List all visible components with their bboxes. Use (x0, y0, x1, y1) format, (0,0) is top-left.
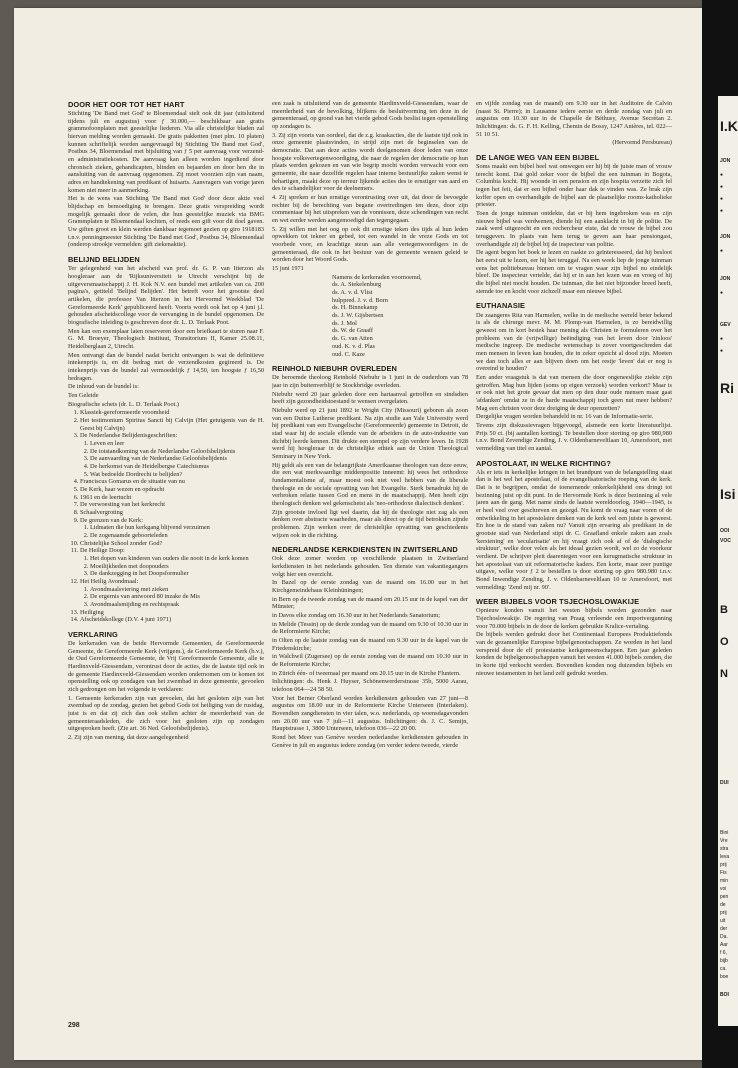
contents-item (80, 478, 264, 486)
contents-subitem: 4. De herkomst van de Heidelbergse Catechismus (90, 463, 264, 471)
adjacent-page-fragment: uit (720, 918, 726, 924)
article-paragraph: De bijbels werden gedrukt door het Continentaal Europees Produktiefonds van de gezamenlijke Europese bijbelgenootschappen. Ze worden in het land verspreid door de elf protestantse kerkgemeenschappen. Een jaar geleden konden de bijbelgenootschappen vanuit het westen 41.000 bijbels zenden, die in korte tijd verkocht werden. Bovendien konden nog duizenden bijbels en nieuwe testamenten in het land zelf gedrukt worden. (476, 631, 672, 677)
contents-item (80, 486, 264, 494)
article-paragraph: 5. Zij willen met het oog op ook dit ernstige teken des tijds al hun leden opwekken tot tekeer en gebed, tot een wandel in de vreze Gods en tot voorbede voor, en krachtige steun aan alle vertegenwoordigers in de gemeenteraad, die ook in het bestuur van de gemeente wensen geleid te worden door het Woord Gods. (272, 225, 468, 264)
article-paragraph: Rond het Meer van Genève worden nederlandse kerkdiensten gehouden in Genève in juli en augustus iedere zondag (en verder iedere tweede, vierde (272, 734, 468, 749)
contents-item (80, 432, 264, 478)
contents-subitem: 1. Het dopen van kinderen van ouders die nooit in de kerk komen (90, 555, 264, 563)
article-paragraph: Dergelijke vragen worden behandeld in nr. 16 van de Informatie-serie. (476, 413, 654, 421)
article-paragraph: Opnieuw konden vanuit het westen bijbels worden gezonden naar Tsjechoslowakije. De regering van Praag verleende een importvergunning voor 70.000 bijbels in de door de kerken gebruikte Kralice-vertaling. (476, 607, 672, 630)
contents-item-title: De Heilige Doop: (80, 547, 125, 555)
article-paragraph: Soms maakt een bijbel heel wat omwegen eer hij bij de juiste man of vrouw terecht komt. Dat gold zeker voor de bijbel die een tuinman in Bogota, Columbia kocht. Hij woonde in een pension en zijn hospita verzette zich fel tegen het feit, dat er een bijbel onder haar dak te vinden was. Ze brak zijn koffer open en overhandigde de bijbel aan de plaatselijke rooms-katholieke priester. (476, 163, 672, 209)
contents-item (80, 609, 264, 617)
article-heading: WEER BIJBELS VOOR TSJECHOSLOWAKIJE (476, 597, 640, 607)
contents-item-title: De grenzen van de Kerk: (80, 516, 143, 524)
contents-sublist (80, 586, 264, 609)
signatory-name: ds. G. van Atten (332, 335, 373, 343)
column-middle (272, 100, 468, 988)
article-heading: NEDERLANDSE KERKDIENSTEN IN ZWITSERLAND (272, 545, 458, 555)
article-paragraph: De inhoud van de bundel is: (68, 383, 139, 391)
adjacent-page-fragment: der (720, 926, 728, 932)
article-paragraph: Hij geldt als een van de belangrijkste Amerikaanse theologen van deze eeuw, die een wat merkwaardige middenpositie inneemt: hij wees het orthodoxe fundamentalisme af, maar moest ook niet veel hebben van de liberale theologie en de sociale opvatting van het Evangelie. Sterk benadrukt hij de verbroken relatie tussen God en mens in de maatschappij. Men heeft zijn theologisch denken wel gekenschetst als 'neo-orthodoxe dialectisch denken'. (272, 461, 468, 507)
article-paragraph: 1. Gemeente kerkeraden zijn van gevoelen, dat het gesloten zijn van het zwembad op de zondag, gezien het gebod Gods tot heiliging van de rustdag, juist is en dat zij zich dan ook stellen achter de meerderheid van de gemeenteraadsleden, die zich voor het gesloten zijn op zondagen uitgesproken heeft. (Zie art. 36 Ned. Geloofsbelijdenis). (68, 694, 264, 733)
adjacent-page-fragment: de (720, 902, 726, 908)
article-paragraph: Een ander vraagstuk is dat van mensen die door ongeneeslijke ziekte zijn getroffen. Mag hun lijden (soms op eigen verzoek) worden verkort? Maar is er ook niet het grote gevaar dat men op den duur oude mensen maar gaat 'afdanken' omdat ze in de harde maatschappij toch geen nut meer hebben? Mag een christen voor deze dreiging de deur openzetten? (476, 373, 672, 412)
adjacent-page-fragment: ● (720, 248, 724, 254)
column-left (68, 100, 264, 988)
contents-list (68, 409, 264, 624)
article-paragraph: en vijfde zondag van de maand) om 9.30 uur in het Auditoire de Calvin (naast St. Pierre); in Lausanne iedere eerste en derde zondag van juli en augustus om 10.30 uur in de Chapelle de Béthusy, Avenue Secrétan 2. Inlichtingen: ds. G. F. H. Kelling, Chemin de Bossy, 1247 Anières, tel. 022—51 10 51. (476, 100, 672, 138)
contents-subitem: 1. Avondmaalsviering met zieken (90, 586, 264, 594)
adjacent-page-fragment: prij (720, 910, 727, 916)
signatory-name: ds. W. de Graaff (332, 327, 373, 335)
article-paragraph: 4. Zij spreken er hun ernstige verontrusting over uit, dat door de bevoegde rechter bij de berechting van begane overtredingen ten deze, door zijn commentaar bij het uitspreken van de vonnissen, deze schendingen van recht en wet eerder werden aangemoedigd dan tegengegaan. (272, 194, 468, 225)
adjacent-page-fragment: B (720, 604, 728, 616)
article-paragraph: De beroemde theoloog Reinhold Niebuhr is 1 juni in de ouderdom van 78 jaar in zijn buitenverblijf te Stockbridge overleden. (272, 374, 468, 389)
contents-item (80, 616, 264, 624)
adjacent-page-fragment: JON (720, 276, 731, 282)
article-heading: APOSTOLAAT, IN WELKE RICHTING? (476, 458, 611, 468)
adjacent-page-fragment: ● (720, 196, 724, 202)
article-paragraph: in Melide (Tessin) op de derde zondag van de maand om 9.30 of 10.30 uur in de Reformierte Kirche; (272, 620, 468, 636)
article-heading: BELIJND BELIJDEN (68, 255, 140, 265)
contents-subitem: 1. Lidmaten die hun kerkgang blijvend verzuimen (90, 524, 264, 532)
contents-item-title: Klassiek-gereformeerde vroomheid (80, 409, 170, 417)
article-paragraph: in Walchwil (Zugersee) op de eerste zondag van de maand om 10.30 uur in de Reformierte Kirche; (272, 653, 468, 669)
article-paragraph: Stichting 'De Band met God' te Bloemendaal stelt ook dit jaar (uitsluitend tijdens juli en augustus) voor ƒ 30.000,— beschikbaar aan gratis grammofoonplaten met geestelijke liederen. Via alle christelijke bladen zal hiervan melding worden gemaakt. De gratis pakketten (met plm. 10 platen) kunnen schriftelijk worden aangevraagd bij Stichting 'De Band met God', Postbus 34, Bloemendaal met bijsluiting van ƒ 5 per aanvraag voor verzend- en administratiekosten. De aanvraag kan alleen worden ingediend door chronisch zieken, gehandicapten, blinden en bejaarden en door hen die in aansluiting van de aanvraag opgenomen. Zij moet voorzien zijn van naam, adres en handtekening van predikant of huisarts. Aanvragers van vorige jaren komen niet meer in aanmerking. (68, 110, 264, 194)
article-paragraph: Het is de wens van Stichting 'De Band met God' door deze aktie veel blijdschap en bemoediging te brengen. Deze gratis verspreiding wordt mogelijk gemaakt door de velen, die hun geestelijke muziek via BMG Grammplaten te Bloemendaal kochten, of reeds een gift voor dit doel gaven. Uw giften groot en klein werden dankbaar tegemoet gezien op giro 1918183 t.n.v. penningmeester Stichting 'De Band met God', Postbus 34, Bloemendaal (onderop strookje vermelden: gift ziekenaktie). (68, 195, 264, 249)
adjacent-page-fragment: bijb (720, 958, 728, 964)
contents-item-title: Christelijke School zonder God? (80, 539, 163, 547)
page-number: 298 (68, 1022, 80, 1029)
contents-item-title: Afscheidskollege (D.V. 4 juni 1971) (80, 616, 172, 624)
contents-subitem: 2. Moeilijkheden met doopouders (90, 563, 264, 571)
adjacent-page-fragment: N (720, 668, 728, 680)
contents-item-title: 1961 en de leertucht (80, 493, 132, 501)
adjacent-page-fragment: leva (720, 854, 730, 860)
article-heading: DE LANGE WEG VAN EEN BIJBEL (476, 153, 600, 163)
article-paragraph: een zaak is uitsluitend van de gemeente Hardinxveld-Giessendam, waar de meerderheid van de bevolking, blijkens de besluitvorming ten deze in de gemeenteraad, op grond van het vierde gebod Gods beslist tegen openstelling op zondagen is. (272, 100, 468, 131)
contents-subitem: 3. De dankzegging in het Doopsformulier (90, 570, 264, 578)
article-paragraph: In Bazel op de eerste zondag van de maand om 16.00 uur in het Kirchgemeindehaus Kleinhüningen; (272, 579, 468, 595)
column-right (476, 100, 672, 988)
article-paragraph: Men kan een exemplaar laten reserveren door een briefkaart te sturen naar F. G. M. Broeyer, Theologisch Instituut, Transitorium II, Kamer 25.08.11, Heidelberglaan 2, Utrecht. (68, 327, 264, 350)
contents-item-title: Heiliging (80, 608, 104, 616)
contents-item-title: Het testimonium Spiritus Sancti bij Calvijn (Het getuigenis van de H. Geest bij Calvijn) (80, 416, 264, 432)
contents-item-title: Schaalvergroting (80, 508, 123, 516)
signatory-name: ds. A. v. d. Vlist (332, 289, 373, 297)
adjacent-page-fragment: ca. (720, 966, 727, 972)
adjacent-page-fragment: BOI (720, 992, 729, 998)
article-paragraph: De agent begon het boek te lezen en raakte zo geïnteresseerd, dat hij besloot het eerst uit te lezen, eer hij het teruggaf. Na een week liep de jonge tuinman eens het politiebureau binnen om te vragen waar zijn bijbel nu eindelijk bleef. De inspecteur vertelde, dat hij er in aan het lezen was en vroeg of hij die bijbel niet mocht houden. De tuinman, die het niet bijzonder breed heeft, stemde toe en kocht voor zichzelf maar een nieuwe bijbel. (476, 249, 672, 295)
contents-item-title: De Nederlandse Belijdenisgeschriften: (80, 432, 178, 440)
signatory-list (332, 274, 468, 358)
contents-sublist (80, 440, 264, 478)
contents-item (80, 501, 264, 509)
contents-item (80, 494, 264, 502)
article-paragraph: 15 juni 1971 (272, 265, 304, 273)
signatory-name: oud. K. v. d. Plas (332, 342, 375, 350)
contents-item-title: De Kerk, haar wezen en opdracht (80, 485, 165, 493)
article-paragraph: Ook deze zomer worden op verschillende plaatsen in Zwitserland kerkdiensten in het nederlands gehouden. Ten dienste van vakantiegangers volgt hier een overzicht. (272, 555, 468, 578)
signatory-name: Namens de kerkeraden voornoemd, (332, 273, 422, 281)
adjacent-page-fragment: Isi (720, 486, 736, 502)
article-paragraph: De kerkeraden van de beide Hervormde Gemeenten, de Gereformeerde Gemeente, de Gereformeerde Kerk (vrijgem.), de Gereformeerde Kerk (b.v.), de Oud Gereformeerde Gemeente, de Vrij Gereformeerde Gemeente, alle te Hardinxveld-Giessendam, verontrust door de acties, die de laatste tijd ook in de gemeente Hardinxveld-Giessendam worden ondernomen om te komen tot openstelling ook op zondagen van het zwembad in deze gemeente, gevoelen zich gedrongen om het volgende te verklaren: (68, 640, 264, 694)
article-source: (Hervormd Persbureau) (612, 139, 672, 147)
signatory-name: oud. C. Kaze (332, 350, 365, 358)
contents-subitem: 2. De zogenaamde geboorteleden (90, 532, 264, 540)
article-paragraph: Als er iets in kerkelijke kringen in het brandpunt van de belangstelling staat dan is het wel het apostolaat, of de evangelisatorische roeping van de kerk. Dat is te begrijpen, omdat de toenemende onkerkelijkheid ons dringt tot bezinning juist op dit punt. In de Hervormde Kerk is deze bezinning al vele jaren aan de gang. Met name sinds de laatste wereldoorlog, 1940—1945, is er heel veel over geschreven en gezegd. Nu komt de vraag naar voren of de ontwikkeling in het apostolaire denken van de kerk wel een juiste is geweest. En hoe is de stand van zaken nu? Vanuit zijn ervaring als predikant in de grootste stad van Nederland stipt dr. C. Graafland enkele zaken aan zoals 'kerstening' en 'secularisatie' en hij vraagt zich ook af of de 'dialogische struktuur', welke door velen als het ideaal gezien wordt, wel zo de voorkeur verdient. De schrijver pleit daarentegen voor een kerugmatische struktuur in het apostolaat van uit reformatorische kaders. Een korte, maar zeer puntige uitgave, welke voor ƒ 2 te bestellen is door storting op giro 980.980 t.n.v. Bond Inwendige Zending, J. v. Oldenbarneveltlaan 10 te Amersfoort, met vermelding: 'Zend mij nr. 90'. (476, 468, 672, 591)
adjacent-page-fragment: Vre (720, 838, 728, 844)
adjacent-page-fragment: ● (720, 348, 724, 354)
article-paragraph: in Olten op de laatste zondag van de maand om 9.30 uur in de kapel van de Friedenskirche; (272, 637, 468, 652)
signatory-name: ds. A. Stekelenburg (332, 281, 382, 289)
adjacent-page-fragment: voi (720, 886, 727, 892)
article-paragraph: 2. Zij zijn van mening, dat deze aangelegenheid (68, 734, 189, 742)
adjacent-page-fragment: JON (720, 234, 731, 240)
contents-item (80, 509, 264, 517)
article-paragraph: Inlichtingen: ds. Henk J. Huyser, Schönenwerderstrasse 35b, 5000 Aarau, telefoon 064—24 58 50. (272, 678, 468, 694)
article-paragraph: Niebuhr werd op 21 juni 1892 te Wright City (Missouri) geboren als zoon van een Duitse Lutherse predikant. Na zijn studie aan Yale University werd hij predikant van een Evangelische (Gereformeerde) gemeente in Detroit, de stad waar hij de sociale ellende van de arbeiders in de auto-industrie van dichtbij leerde kennen. Dit drukte een stempel op zijn verdere leven. In 1928 werd hij hoogleraar in de christelijke ethiek aan de Union Theological Seminary in New York. (272, 406, 468, 460)
adjacent-page-fragment: Fis (720, 870, 727, 876)
adjacent-page-fragment: GEV (720, 322, 731, 328)
signatory-name: ds. J. Mol (332, 319, 357, 327)
adjacent-page-fragment: O (720, 636, 729, 648)
adjacent-page-fragment: Bini (720, 830, 729, 836)
adjacent-page-fragment: f 6, (720, 950, 727, 956)
article-columns (68, 100, 672, 988)
adjacent-page-fragment: boe (720, 974, 729, 980)
article-paragraph: Niebuhr werd 20 jaar geleden door een hartaanval getroffen en sindsdien heeft zijn gezondheidstoestand te wensen overgelaten. (272, 390, 468, 406)
adjacent-page-fragment: VOC (720, 538, 731, 544)
contents-item (80, 540, 264, 548)
article-paragraph: Ter gelegenheid van het afscheid van prof. dr. G. P. van Itterzon als hoogleraar aan de 'Rijksuniversiteit te Utrecht verschijnt bij de uitgeversmaatschappij J. H. Kok N.V. een bundel met artikelen van ca. 200 pagina's, getiteld 'Belijnd Belijden'. Het betreft voor het grootste deel artikelen, die professor Van Itterzon in het Hervormd Weekblad 'De Gereformeerde Kerk' gepubliceerd heeft. Voorts wordt ook het op 4 juni j.l. gehouden afscheidscollege voor de vervanging in de bundel opgenomen. De biografische inleiding is geschreven door dr. L. D. Terlaak Poot. (68, 265, 264, 326)
contents-item-title: Het Heilig Avondmaal: (80, 578, 139, 586)
adjacent-page-fragment: pen (720, 894, 729, 900)
contents-subitem: 2. De totstandkoming van de Nederlandse Geloofsbelijdenis (90, 448, 264, 456)
article-paragraph: in Bern op de tweede zondag van de maand om 20.15 uur in de kapel van der Münster; (272, 595, 468, 611)
contents-subitem: 3. De aanvaarding van de Nederlandse Geloofsbelijdenis (90, 455, 264, 463)
article-paragraph: Zijn grootste invloed ligt wel daarin, dat hij de theologie niet zag als een denken over abstracte waarheden, maar als direct op de tijd betrokken zijnde problemen. Zijn werken over de christelijke opvatting van geschiedenis wijzen ook in die richting. (272, 508, 468, 539)
article-paragraph: De zaangeres Rita van Harmelen, welke in de medische wereld beter bekend is als de chirurge mevr. M. M. Plomp-van Harmelen, is zo bereidwillig geweest om in kort bestek haar mening als Christen te formuleren over het probleem van de (vrijwillige) beëindiging van het leven door 'zinloos' medische ingreep. De medische wetenschap is zover voortgeschreden dat men mensen in leven kan houden, die in zeker opzicht al dood zijn. Moeten we dan toch alles er aan blijven doen om het restje 'leven' dat er nog is overeind te houden? (476, 311, 672, 373)
article-paragraph: Toen de jonge tuinman ontdekte, dat er bij hem ingebroken was en zijn nieuwe bijbel was verdwenen, diende hij een aanklacht in bij de politie. De zaak werd uitgezocht en een rechercheur eiste, dat de vrouw de bijbel zou teruggeven. In plaats van hem terug te geven aan haar pensiongast, overhandigde zij de bijbel bij de inspecteur van politie. (476, 210, 672, 248)
article-paragraph: Tevens zijn diskussievragen bijgevoegd, alsmede een korte literatuurlijst. Prijs 50 ct. (bij aantallen korting). Te bestellen door storting op giro 980,980 t.n.v. Bond Zevendige Zending, J. v. Oldenbarneveltlaan 10, Amersfoort, met vermelding van titel en aantal. (476, 421, 672, 452)
adjacent-page-fragment: Ri (720, 380, 734, 396)
contents-subitem: 5. Wat bedoelde Dordrecht te belijden? (90, 471, 264, 479)
adjacent-page-fragment: OOI (720, 528, 730, 534)
contents-item (80, 547, 264, 578)
contents-item-title: De verwoesting van het kerkrecht (80, 501, 165, 509)
article-paragraph: 3. Zij zijn voorts van oordeel, dat de z.g. kraakacties, die de laatste tijd ook in onze gemeente plaatsvinden, in strijd zijn met de beginselen van de democratie. Dat aan deze acties wordt deelgenomen door leden van onze hoogste volksvertegenwoordiging, die naar de regelen der democratie op hun plaats werden gekozen en van wie begrip mocht worden verwacht voor een gemeente, die naar dezelfde regelen haar interne bestuurlijke zaken wenst te behartigen, maakt deze op terreur lijkende acties des te ernstiger van aard en des te schandelijker voor de deelnemers. (272, 131, 468, 193)
adjacent-page-fragment: ● (720, 208, 724, 214)
article-paragraph: Voor het Berner Oberland worden kerkdiensten gehouden van 27 juni—8 augustus om 18.00 uur in de Reformierte Kirche Unterseen (Interlaken). Bovendien zangdiensten in vier talen, w.o. nederlands, op woensdagavonden om 20.00 uur van 7 juli—11 augustus. Inlichtingen: ds. J. C. Semijn, Hauptstrasse 1, 3800 Unterseen, telefoon 036—22 20 00. (272, 694, 468, 733)
contents-sublist (80, 524, 264, 539)
adjacent-page-fragment: Aar (720, 942, 728, 948)
adjacent-page-fragment: ● (720, 336, 724, 342)
adjacent-page-fragment: ● (720, 172, 724, 178)
contents-subitem: 2. De ergernis van antwoord 80 inzake de Mis (90, 593, 264, 601)
signatory-name: ds. J. W. Gijsbertsen (332, 312, 384, 320)
contents-sublist (80, 555, 264, 578)
contents-item (80, 409, 264, 417)
adjacent-page-fragment: min (720, 878, 729, 884)
contents-item (80, 578, 264, 609)
adjacent-page-fragment: ● (720, 290, 724, 296)
adjacent-page-fragment: Da. (720, 934, 728, 940)
signatory-name: ds. H. Binnekamp (332, 304, 378, 312)
adjacent-page-fragment: ● (720, 184, 724, 190)
adjacent-page-fragment: stra (720, 846, 729, 852)
article-heading: VERKLARING (68, 630, 118, 640)
adjacent-page-edge (718, 96, 738, 1026)
article-paragraph: in Zürich één- of tweemaal per maand om 20.15 uur in de Kirche Fluntern. (272, 669, 461, 677)
adjacent-page-fragment: prij (720, 862, 727, 868)
contents-item-title: Franciscus Gomarus en de situatie van nu (80, 478, 185, 486)
article-heading: EUTHANASIE (476, 301, 526, 311)
article-heading: DOOR HET OOR TOT HET HART (68, 100, 185, 109)
adjacent-page-fragment: JON (720, 158, 731, 164)
contents-subitem: 3. Avondmaalsmijding en rechtspraak (90, 601, 264, 609)
article-heading: REINHOLD NIEBUHR OVERLEDEN (272, 364, 397, 374)
contents-item (80, 417, 264, 432)
article-paragraph: Ten Geleide (68, 391, 99, 399)
adjacent-page-fragment: DUI (720, 780, 729, 786)
article-paragraph: Biografische schets (dr. L. D. Terlaak Poot.) (68, 400, 180, 408)
article-paragraph: Men ontvangt dan de bundel nadat bericht ontvangen is wat de definitieve intekenprijs is, en dit bedrag met de verzendkosten gegireerd is. De intekenprijs van de bundel zal vermoedelijk ƒ 14,50, ten hoogste ƒ 16,50 bedragen. (68, 351, 264, 382)
article-paragraph: in Davos elke zondag om 16.30 uur in het Nederlands Sanatorium; (272, 612, 441, 620)
contents-item (80, 517, 264, 540)
adjacent-page-fragment: I.K (720, 118, 738, 134)
signatory-name: hulppred. J. v. d. Born (332, 296, 388, 304)
magazine-page (14, 8, 702, 1060)
contents-subitem: 1. Leven en leer (90, 440, 264, 448)
